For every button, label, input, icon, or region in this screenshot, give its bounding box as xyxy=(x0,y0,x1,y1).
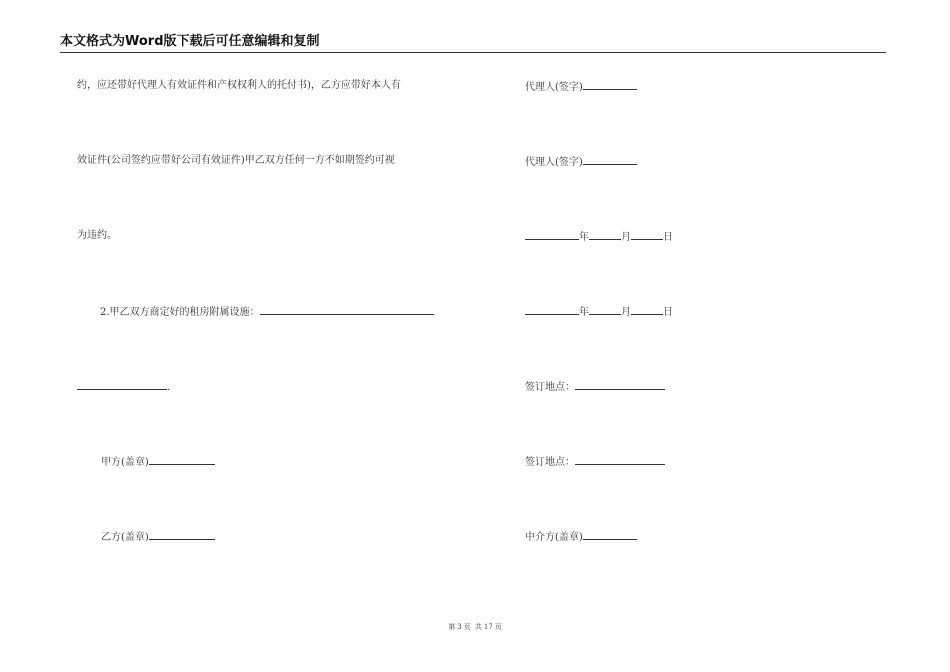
place-2-blank-line xyxy=(575,454,665,465)
body-text-line: 为违约。 xyxy=(77,230,117,241)
party-b-signature xyxy=(101,529,215,545)
page-footer xyxy=(0,622,950,632)
total-pages-number: 17 xyxy=(483,623,493,631)
party-a-label: 甲方(盖章) xyxy=(101,457,149,468)
facilities-clause xyxy=(100,304,434,320)
facilities-continuation xyxy=(77,379,170,395)
year-blank-line xyxy=(525,304,579,315)
day-label: 日 xyxy=(663,232,673,243)
place-2-label: 签订地点： xyxy=(525,457,575,468)
month-label: 月 xyxy=(621,307,631,318)
party-a-signature xyxy=(101,454,215,470)
intermediary-label: 中介方(盖章) xyxy=(525,532,583,543)
month-blank-line xyxy=(589,229,621,240)
intermediary-signature xyxy=(525,529,637,545)
agent-2-label: 代理人(签字) xyxy=(525,157,583,168)
facilities-end-mark: . xyxy=(167,382,171,393)
party-a-blank-line xyxy=(149,454,215,465)
footer-page-unit: 页 xyxy=(463,623,471,631)
day-label: 日 xyxy=(663,307,673,318)
footer-prefix: 第 xyxy=(448,623,456,631)
header-title: 本文格式为Word版下载后可任意编辑和复制 xyxy=(60,34,320,49)
agent-2-blank-line xyxy=(583,154,637,165)
facilities-blank-line-2 xyxy=(77,379,167,390)
month-label: 月 xyxy=(621,232,631,243)
agent-1-blank-line xyxy=(583,79,637,90)
month-blank-line xyxy=(589,304,621,315)
year-label: 年 xyxy=(579,232,589,243)
page-header xyxy=(60,34,886,53)
year-label: 年 xyxy=(579,307,589,318)
signing-place-2 xyxy=(525,454,665,470)
date-line-2 xyxy=(525,304,673,320)
footer-total-unit: 页 xyxy=(494,623,502,631)
day-blank-line xyxy=(631,304,663,315)
current-page-number: 3 xyxy=(457,623,462,631)
facilities-label: 2.甲乙双方商定好的租房附属设施： xyxy=(100,307,260,318)
agent-signature-1 xyxy=(525,79,637,95)
agent-1-label: 代理人(签字) xyxy=(525,82,583,93)
facilities-blank-line xyxy=(260,304,434,315)
intermediary-blank-line xyxy=(583,529,637,540)
day-blank-line xyxy=(631,229,663,240)
body-text-line: 效证件(公司签约应带好公司有效证件)甲乙双方任何一方不如期签约可视 xyxy=(77,155,395,166)
place-1-blank-line xyxy=(575,379,665,390)
year-blank-line xyxy=(525,229,579,240)
date-line-1 xyxy=(525,229,673,245)
footer-total-prefix: 共 xyxy=(474,623,482,631)
signing-place-1 xyxy=(525,379,665,395)
body-text-line: 约，应还带好代理人有效证件和产权权利人的托付书)，乙方应带好本人有 xyxy=(77,80,401,91)
place-1-label: 签订地点： xyxy=(525,382,575,393)
agent-signature-2 xyxy=(525,154,637,170)
party-b-blank-line xyxy=(149,529,215,540)
party-b-label: 乙方(盖章) xyxy=(101,532,149,543)
